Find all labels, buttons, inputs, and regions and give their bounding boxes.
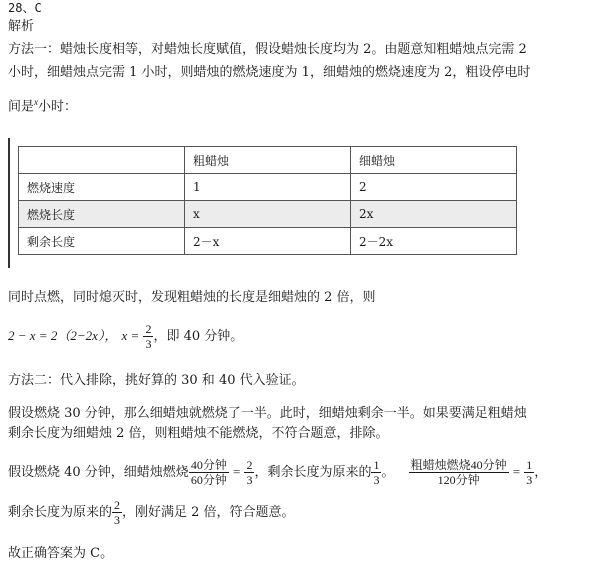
table-cell: 燃烧长度 — [19, 201, 185, 228]
fraction-denominator: 3 — [246, 473, 253, 487]
fraction-numerator: 2 — [246, 458, 253, 472]
method1-line3-b: 小时： — [38, 99, 78, 115]
table-cell: x — [185, 201, 351, 228]
table-header-cell: 粗蜡烛 — [185, 147, 351, 174]
analysis-label: 解析 — [8, 19, 35, 34]
table-row — [19, 228, 517, 255]
fraction-denominator: 3 — [145, 337, 152, 351]
fraction-denominator: 3 — [526, 473, 533, 487]
remain-line — [8, 498, 295, 527]
variable-x: x — [34, 97, 39, 107]
table-side-bar — [8, 138, 10, 268]
fraction-numerator: 2 — [114, 498, 121, 512]
fraction-numerator: 40分钟 — [190, 458, 227, 472]
equals-sign: = — [232, 464, 241, 479]
method2-line: 方法二：代入排除，挑好算的 30 和 40 代入验证。 — [8, 373, 305, 388]
fraction-two-thirds — [112, 498, 122, 527]
assume40-d: ， — [534, 465, 548, 480]
fraction-one-third — [524, 458, 534, 487]
fraction-denominator: 120分钟 — [437, 473, 480, 487]
method1-line3-a: 间是 — [8, 99, 35, 115]
equation-lhs: 2 − x = 2（2−2x）， — [8, 328, 118, 343]
table-header-cell — [19, 147, 185, 174]
fraction-denominator: 60分钟 — [190, 473, 227, 487]
assume40-c: 。 — [381, 465, 395, 480]
remain-a: 剩余长度为原来的 — [8, 505, 113, 520]
question-number: 28、C — [8, 1, 42, 15]
equation-line — [8, 322, 243, 351]
equation-tail: ，即 40 分钟。 — [153, 329, 244, 344]
sentence1: 同时点燃，同时熄灭时，发现粗蜡烛的长度是细蜡烛的 2 倍，则 — [8, 290, 376, 305]
table-cell: 2－x — [185, 228, 351, 255]
table-row — [19, 201, 517, 228]
table-cell: 剩余长度 — [19, 228, 185, 255]
equals-sign: = — [512, 464, 521, 479]
remain-b: ，刚好满足 2 倍，符合题意。 — [122, 505, 295, 520]
fraction-numerator: 2 — [145, 322, 152, 336]
table-cell: 2 — [351, 174, 517, 201]
fraction-numerator: 1 — [373, 458, 380, 472]
fraction-denominator: 3 — [373, 473, 380, 487]
method1-line2: 小时，细蜡烛点完需 1 小时，则蜡烛的燃烧速度为 1，细蜡烛的燃烧速度为 2，粗设停电时 — [8, 65, 531, 80]
assume40-b: ，剩余长度为原来的 — [254, 465, 372, 480]
fraction-40-60 — [189, 458, 229, 487]
assume40-a: 假设燃烧 40 分钟，细蜡烛燃烧 — [8, 465, 189, 480]
method1-line1: 方法一：蜡烛长度相等，对蜡烛长度赋值，假设蜡烛长度均为 2。由题意知粗蜡烛点完需 2 — [8, 42, 527, 57]
assume40-line — [8, 458, 547, 487]
table-row — [19, 174, 517, 201]
table-header-cell: 细蜡烛 — [351, 147, 517, 174]
fraction-denominator: 3 — [114, 513, 121, 527]
table-cell: 燃烧速度 — [19, 174, 185, 201]
table-cell: 2－2x — [351, 228, 517, 255]
conclusion: 故正确答案为 C。 — [8, 546, 114, 561]
fraction-thick-candle — [409, 458, 509, 487]
table-cell: 1 — [185, 174, 351, 201]
fraction-two-thirds — [244, 458, 254, 487]
assume30-line1: 假设燃烧 30 分钟，那么细蜡烛就燃烧了一半。此时，细蜡烛剩余一半。如果要满足粗蜡烛 — [8, 406, 527, 421]
table-cell: 2x — [351, 201, 517, 228]
equation-x: x = — [121, 328, 140, 343]
fraction-one-third — [371, 458, 381, 487]
method1-line3 — [8, 94, 77, 115]
fraction-numerator: 1 — [526, 458, 533, 472]
candle-table — [18, 146, 517, 255]
assume30-line2: 剩余长度为细蜡烛 2 倍，则粗蜡烛不能燃烧，不符合题意，排除。 — [8, 426, 389, 441]
fraction-two-thirds — [143, 322, 153, 351]
table-header-row — [19, 147, 517, 174]
fraction-numerator: 粗蜡烛燃烧40分钟 — [410, 458, 507, 472]
